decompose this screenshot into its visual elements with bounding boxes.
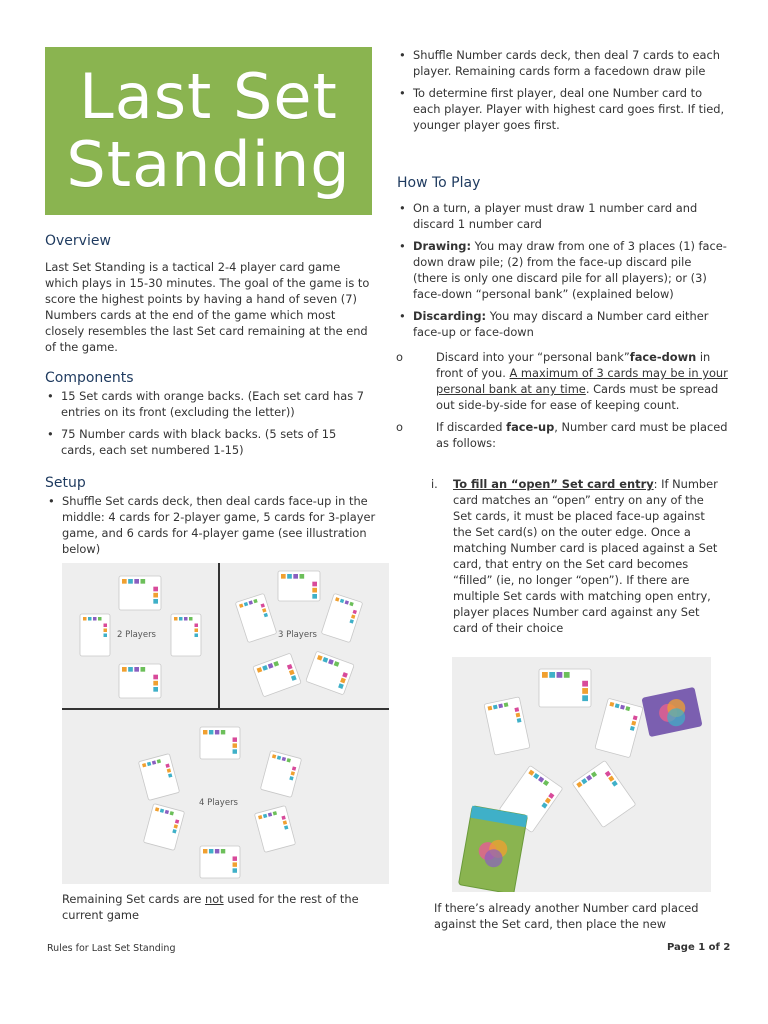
set-card: [80, 614, 110, 656]
list-item: • Shuffle Number cards deck, then deal 7 cards to each player. Remaining cards form a facedown draw pile: [397, 47, 727, 79]
set-card: [572, 760, 636, 827]
placement-rules: [431, 476, 721, 636]
bullet-o: o: [396, 350, 403, 364]
setup-illustration-cards: [62, 563, 389, 884]
set-card: [119, 664, 161, 698]
components-list: [45, 388, 365, 464]
title-line-2: Standing: [66, 128, 351, 201]
list-item: [396, 419, 728, 451]
footer-page-number: Page 1 of 2: [667, 942, 731, 953]
list-item: • To determine first player, deal one Number card to each player. Player with highest card goes first. If tied, younger player goes first.: [397, 85, 727, 133]
label-4-players: 4 Players: [199, 798, 238, 808]
set-card: [143, 804, 184, 851]
remaining-not: not: [204, 892, 224, 906]
set-card: [321, 593, 363, 642]
set-card: [171, 614, 201, 656]
list-item: • On a turn, a player must draw 1 number card and discard 1 number card: [397, 200, 727, 232]
title-banner: [45, 47, 372, 215]
faceup-bold: face-up: [506, 420, 555, 434]
list-item: [397, 308, 727, 340]
list-item: • 75 Number cards with black backs. (5 sets of 15 cards, each set numbered 1-15): [45, 426, 365, 458]
faceup-post: , Number card must be placed as follows:: [436, 420, 728, 450]
label-2-players: 2 Players: [117, 630, 156, 640]
bank-mid: in front of you.: [436, 350, 711, 380]
fill-label: To fill an “open” Set card entry: [453, 477, 654, 491]
set-card: [306, 651, 355, 695]
list-item: [397, 238, 727, 302]
remaining-pre: Remaining Set cards are: [62, 892, 205, 906]
set-card: [595, 698, 643, 758]
list-item: [396, 349, 728, 413]
footer-title: Rules for Last Set Standing: [47, 943, 176, 954]
discard-options: [396, 349, 728, 457]
how-to-play-list: [397, 200, 727, 346]
fill-text: : If Number card matches an “open” entry on any of the Set cards, it must be placed face-up against the Set card(s) on the outer edge. Once a matching Number card is placed against a Set card, that entry on the Set card becomes “filled” (ie, no longer “open”). If there are multiple Set cards with matching open entry, player places Number card against any Set card of their choice: [453, 477, 718, 635]
set-card: [484, 697, 530, 755]
number-card-back: [458, 806, 527, 892]
set-card-back: [641, 687, 702, 737]
already-placed-text: If there’s already another Number card placed against the Set card, then place the new: [434, 901, 699, 931]
set-card: [260, 751, 301, 798]
bank-pre: Discard into your “personal bank”: [436, 350, 630, 364]
set-card: [200, 846, 240, 878]
title-line-1: Last Set: [79, 60, 338, 133]
set-card: [138, 754, 179, 801]
bank-underline: A maximum of 3 cards may be in your personal bank at any time: [436, 366, 728, 396]
how-to-play-heading: How To Play: [397, 175, 481, 191]
roman-marker: i.: [431, 477, 438, 491]
setup-list-right: [397, 47, 727, 139]
overview-heading: Overview: [45, 233, 111, 249]
set-card: [119, 576, 161, 610]
set-card: [235, 593, 277, 642]
set-card: [200, 727, 240, 759]
list-item: [431, 476, 721, 636]
list-item: • Shuffle Set cards deck, then deal cards face-up in the middle: 4 cards for 2-player game, 5 cards for 3-player game, and 6 cards for 4-player game (see illustration below): [46, 493, 376, 557]
set-card: [539, 669, 591, 707]
bank-post: . Cards must be spread out side-by-side for ease of keeping count.: [436, 382, 719, 412]
gameplay-illustration-cards: [452, 657, 711, 892]
remaining-post: used for the rest of the current game: [62, 892, 359, 922]
label-3-players: 3 Players: [278, 630, 317, 640]
remaining-note: [62, 891, 382, 923]
discarding-label: Discarding:: [413, 309, 487, 323]
setup-heading: Setup: [45, 475, 86, 491]
set-card: [253, 653, 302, 697]
drawing-label: Drawing:: [413, 239, 472, 253]
discarding-text: You may discard a Number card either face-up or face-down: [413, 309, 709, 339]
components-heading: Components: [45, 370, 134, 386]
set-card: [254, 806, 295, 853]
bank-bold: face-down: [629, 350, 697, 364]
bullet-o: o: [396, 420, 403, 434]
faceup-pre: If discarded: [436, 420, 507, 434]
setup-list-left: [46, 493, 376, 563]
set-card: [278, 571, 320, 601]
drawing-text: You may draw from one of 3 places (1) face-down draw pile; (2) from the face-up discard pile (there is only one discard pile for all players); or (3) face-down “personal bank” (explained below): [413, 239, 727, 301]
overview-text: Last Set Standing is a tactical 2-4 player card game which plays in 15-30 minutes. The goal of the game is to score the highest points by having a hand of seven (7) Numbers cards at the end of the game which most closely resembles the last Set card remaining at the end of the game.: [45, 260, 370, 354]
list-item: • 15 Set cards with orange backs. (Each set card has 7 entries on its front (excluding the letter)): [45, 388, 365, 420]
